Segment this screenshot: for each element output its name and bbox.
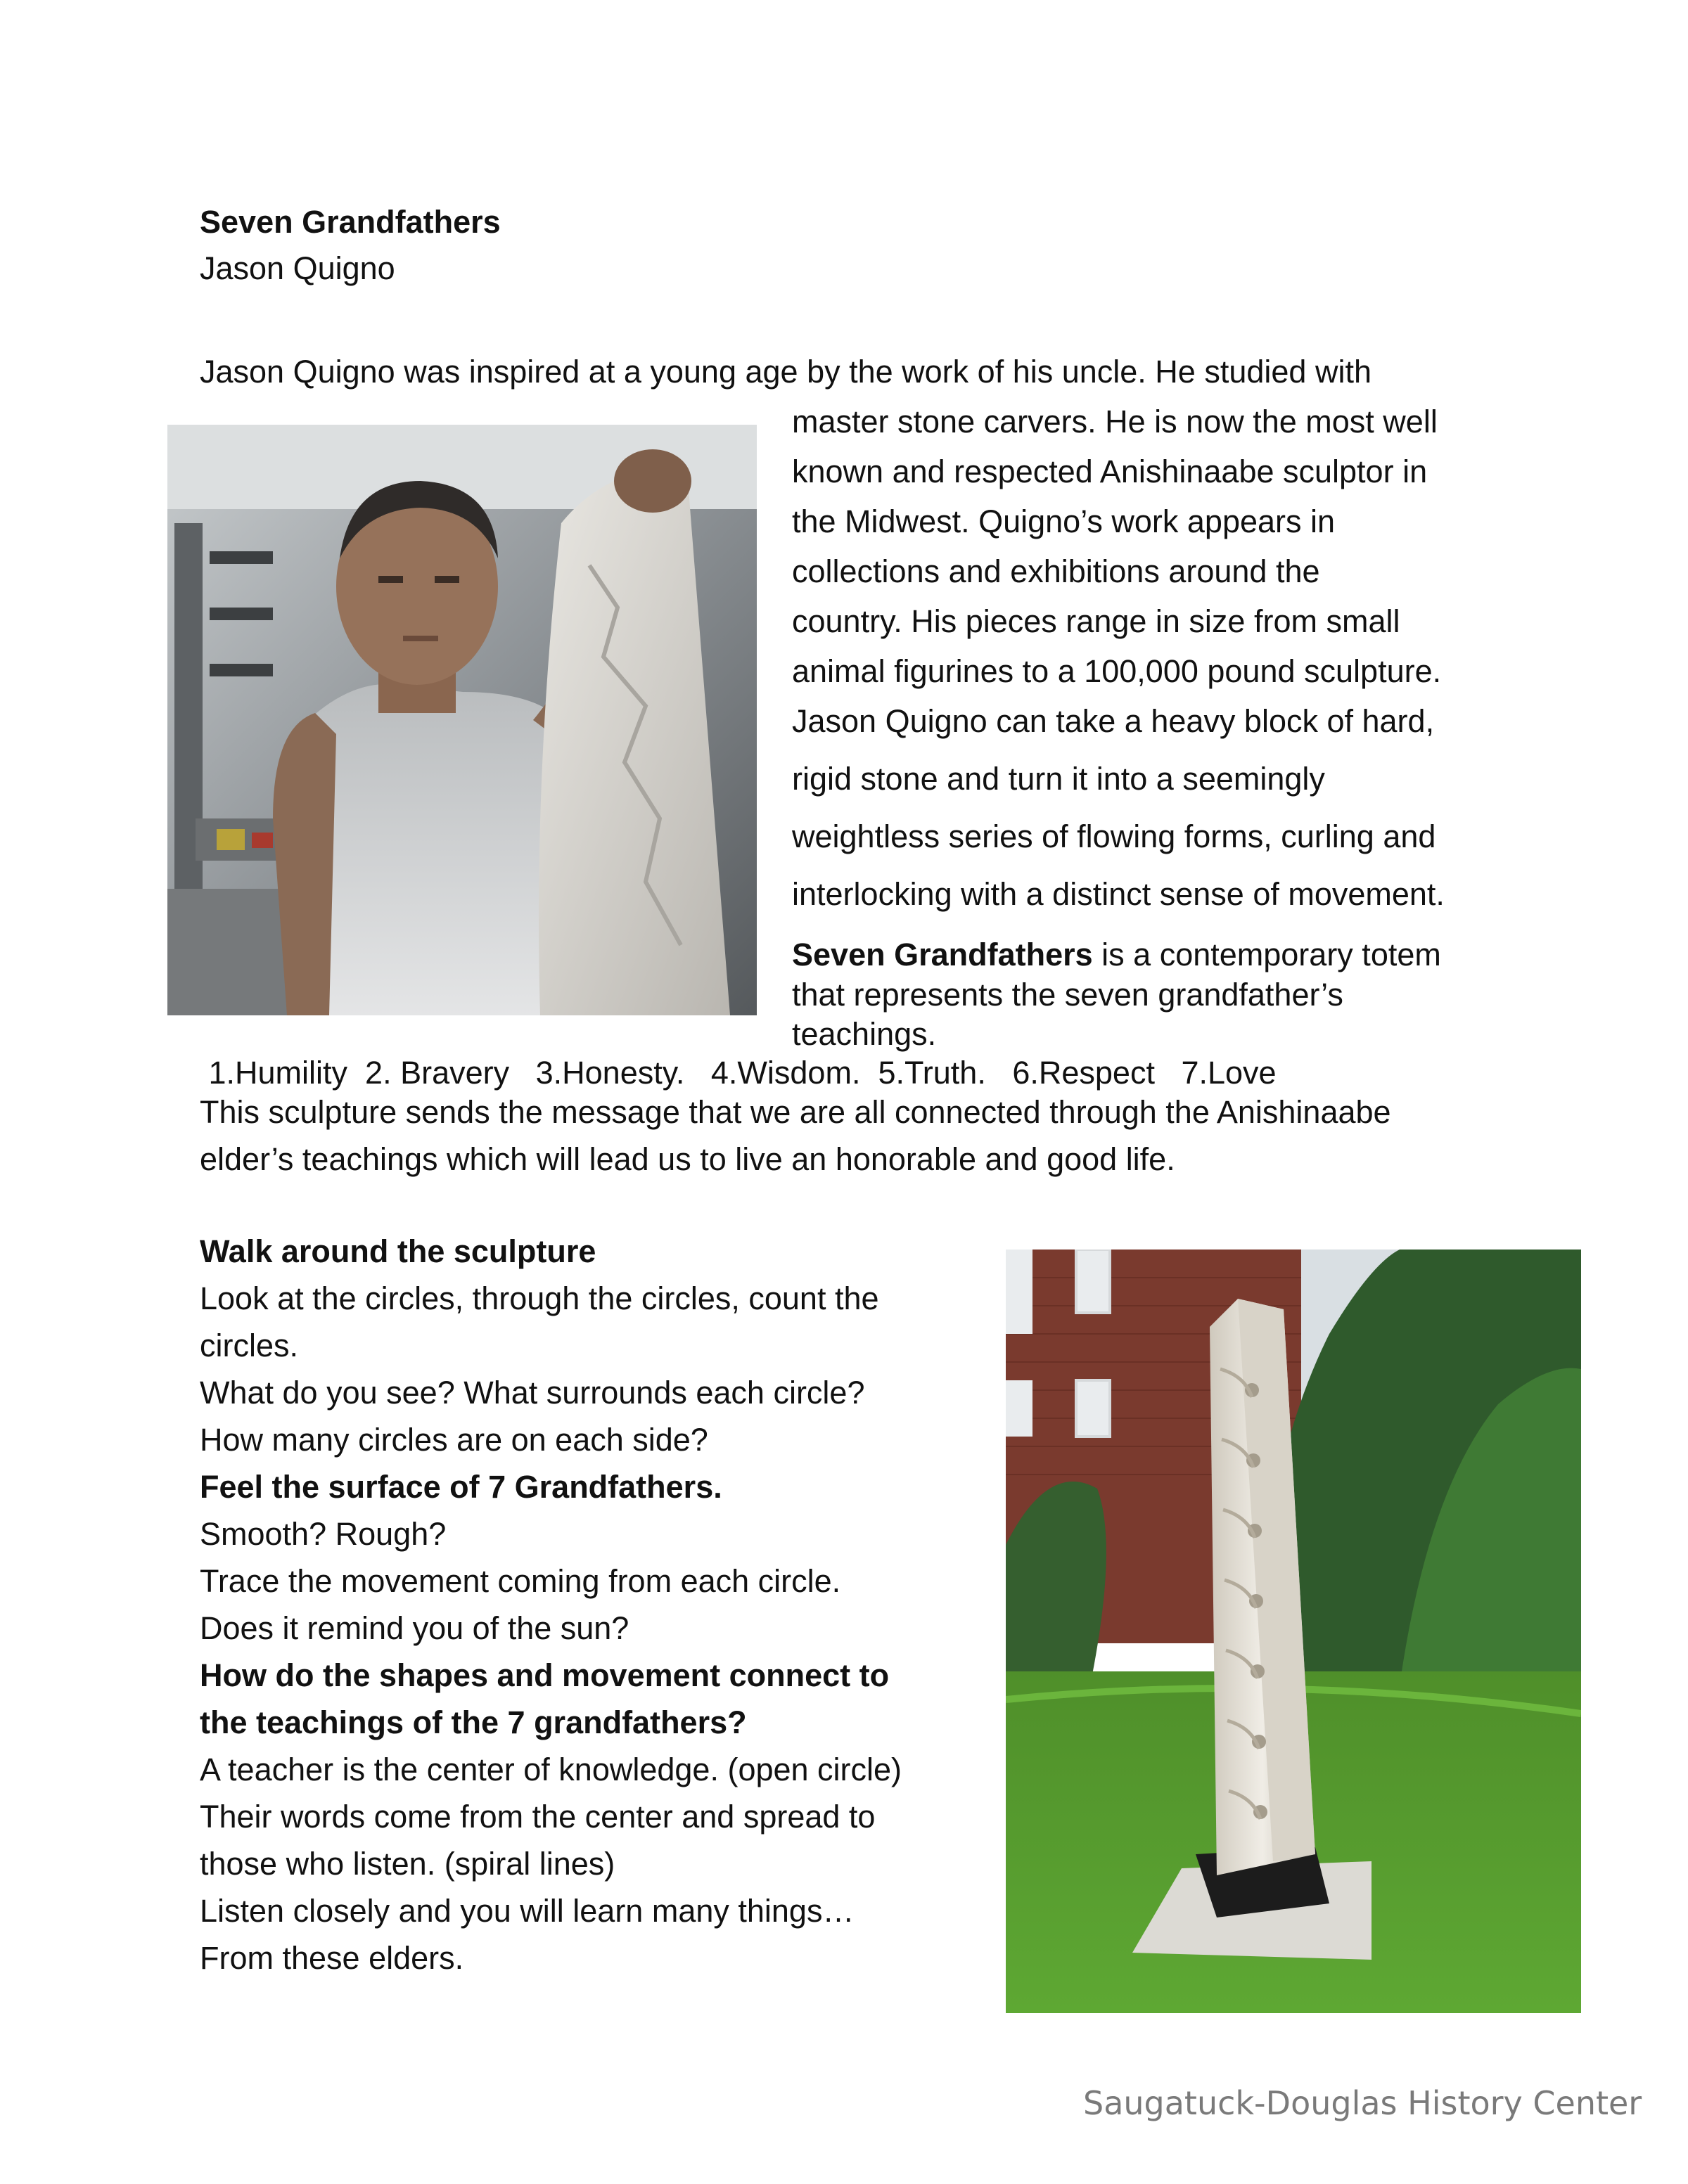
artist-portrait-image: [167, 425, 757, 1015]
bio-line: Jason Quigno can take a heavy block of hard,: [792, 703, 1435, 739]
activity-prompt: Their words come from the center and spread to: [200, 1799, 876, 1835]
bio-line: animal figurines to a 100,000 pound sculpture.: [792, 653, 1442, 689]
activity-prompt: From these elders.: [200, 1940, 464, 1976]
activity-prompt: A teacher is the center of knowledge. (open circle): [200, 1752, 902, 1787]
bio-line: collections and exhibitions around the: [792, 553, 1320, 589]
activity-prompt: Smooth? Rough?: [200, 1516, 447, 1552]
footer-credit: Saugatuck-Douglas History Center: [1083, 2084, 1642, 2122]
activity-prompt: Look at the circles, through the circles, count the: [200, 1280, 879, 1316]
activity-prompt: Trace the movement coming from each circle.: [200, 1563, 841, 1599]
bio-line: weightless series of flowing forms, curling and: [792, 818, 1436, 854]
activity-prompt: What do you see? What surrounds each circle?: [200, 1375, 865, 1411]
message-line: This sculpture sends the message that we are all connected through the Anishinaabe: [200, 1094, 1391, 1130]
bio-line: the Midwest. Quigno’s work appears in: [792, 503, 1336, 539]
bio-line: master stone carvers. He is now the most well: [792, 404, 1438, 439]
activity-prompt-bold: How do the shapes and movement connect to: [200, 1657, 890, 1693]
sculpture-photo: [1006, 1250, 1581, 2013]
activity-prompt-bold: the teachings of the 7 grandfathers?: [200, 1704, 747, 1740]
artist-name: Jason Quigno: [200, 250, 395, 286]
activity-prompt: Listen closely and you will learn many things…: [200, 1893, 855, 1929]
document-title: Seven Grandfathers: [200, 204, 501, 240]
bio-line: interlocking with a distinct sense of movement.: [792, 876, 1445, 912]
sculpture-image: [1006, 1250, 1581, 2013]
activity-prompt: How many circles are on each side?: [200, 1422, 708, 1458]
totem-description-line: teachings.: [792, 1016, 937, 1052]
artist-portrait-photo: [167, 425, 757, 1015]
teachings-list: 1.Humility 2. Bravery 3.Honesty. 4.Wisdom. 5.Truth. 6.Respect 7.Love: [200, 1055, 1277, 1091]
bio-line: Jason Quigno was inspired at a young age by the work of his uncle. He studied with: [200, 354, 1372, 390]
activity-prompt: those who listen. (spiral lines): [200, 1846, 615, 1882]
activity-heading: Walk around the sculpture: [200, 1233, 596, 1269]
bio-line: known and respected Anishinaabe sculptor in: [792, 454, 1428, 489]
activity-prompt-bold: Feel the surface of 7 Grandfathers.: [200, 1469, 722, 1505]
bio-line: rigid stone and turn it into a seemingly: [792, 761, 1325, 797]
totem-description: [792, 937, 1441, 972]
message-line: elder’s teachings which will lead us to live an honorable and good life.: [200, 1141, 1175, 1177]
totem-description-line: that represents the seven grandfather’s: [792, 977, 1343, 1013]
bio-line: country. His pieces range in size from small: [792, 603, 1400, 639]
totem-description-text: is a contemporary totem: [1092, 937, 1441, 972]
activity-prompt: Does it remind you of the sun?: [200, 1610, 629, 1646]
totem-title-inline: Seven Grandfathers: [792, 937, 1093, 972]
activity-prompt: circles.: [200, 1328, 299, 1363]
